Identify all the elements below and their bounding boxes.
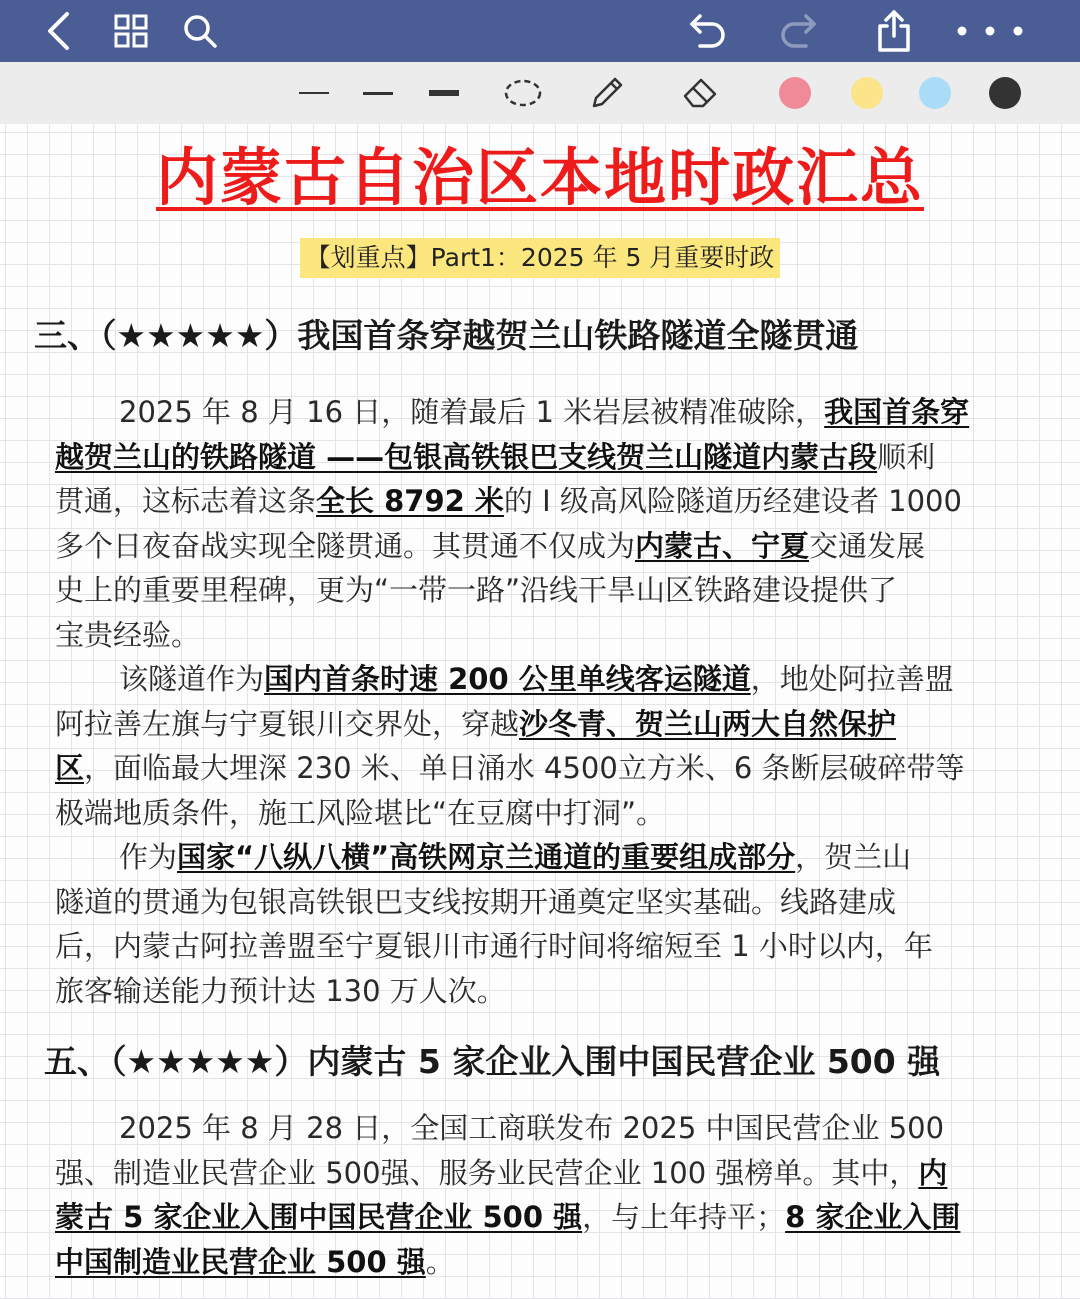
color-swatch-pink[interactable] [778,62,812,124]
thin-line-icon[interactable] [296,62,332,124]
eraser-icon[interactable] [680,62,722,124]
pencil-icon[interactable] [586,62,628,124]
lasso-icon[interactable] [502,62,544,124]
section-3-paragraph-2: 该隧道作为国内首条时速 200 公里单线客运隧道，地处阿拉善盟 阿拉善左旗与宁夏银川交界处，穿越沙冬青、贺兰山两大自然保护 区，面临最大埋深 230 米、单日涌水 4500立方米、6 条断层破碎带等 极端地质条件，施工风险堪比“在豆腐中打洞”。 [55,662,965,830]
section-3-paragraph-1: 2025 年 8 月 16 日，随着最后 1 米岩层被精准破除，我国首条穿 越贺兰山的铁路隧道 ——包银高铁银巴支线贺兰山隧道内蒙古段顺利 贯通，这标志着这条全长 8792 米的 Ⅰ 级高风险隧道历经建设者 1000 多个日夜奋战实现全隧贯通。其贯通不仅成为内蒙古、宁夏交通发展 史上的重要里程碑，更为“一带一路”沿线干旱山区铁路建设提供了 宝贵经验。 [55,395,970,652]
search-icon[interactable] [180,0,220,62]
section-3-heading: 三、（★★★★★）我国首条穿越贺兰山铁路隧道全隧贯通 [34,316,859,355]
back-chevron-icon[interactable] [38,0,78,62]
section-5-paragraph-1: 2025 年 8 月 28 日，全国工商联发布 2025 中国民营企业 500 强、制造业民营企业 500强、服务业民营企业 100 强榜单。其中，内 蒙古 5 家企业入围中国民营企业 500 强，与上年持平；8 家企业入围 中国制造业民营企业 500 强。 [55,1111,961,1279]
undo-icon[interactable] [686,0,730,62]
section-3-paragraph-3: 作为国家“八纵八横”高铁网京兰通道的重要组成部分，贺兰山 隧道的贯通为包银高铁银巴支线按期开通奠定坚实基础。线路建成 后，内蒙古阿拉善盟至宁夏银川市通行时间将缩短至 1 小时以内，年 旅客输送能力预计达 130 万人次。 [55,840,933,1008]
grid-icon[interactable] [110,0,152,62]
more-icon[interactable] [950,0,1030,62]
top-nav-bar [0,0,1080,62]
share-icon[interactable] [872,0,916,62]
color-swatch-black[interactable] [988,62,1022,124]
subtitle-highlight: 【划重点】Part1：2025 年 5 月重要时政 [300,238,781,278]
color-swatch-yellow[interactable] [850,62,884,124]
note-page[interactable] [0,124,1080,1299]
pen-toolbar [0,62,1080,124]
color-swatch-blue[interactable] [918,62,952,124]
section-5-heading: 五、（★★★★★）内蒙古 5 家企业入围中国民营企业 500 强 [44,1042,941,1081]
medium-line-icon[interactable] [360,62,396,124]
page-title: 内蒙古自治区本地时政汇总 [155,141,924,214]
redo-icon[interactable] [776,0,820,62]
thick-line-icon[interactable] [426,62,462,124]
